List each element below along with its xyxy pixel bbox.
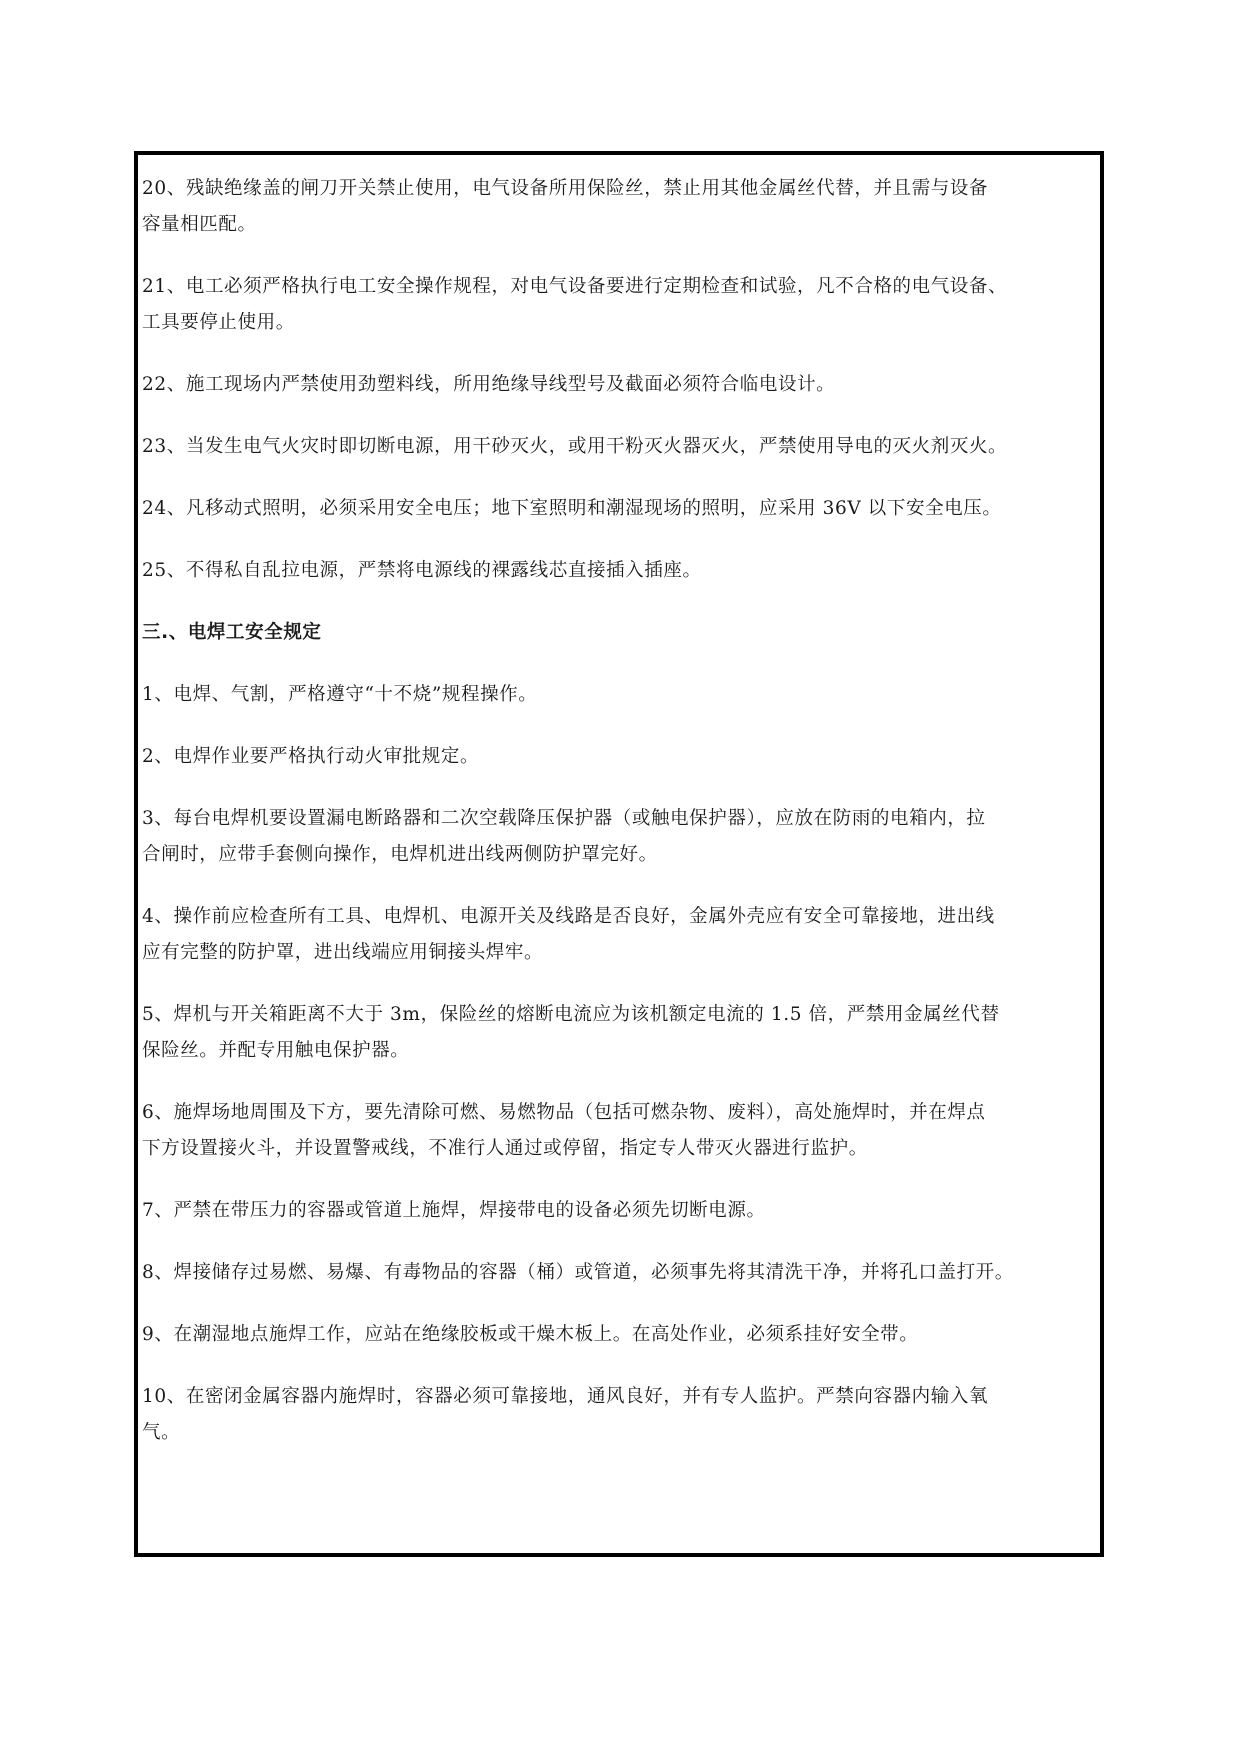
paragraph <box>142 677 1100 713</box>
paragraph-line: 容量相匹配。 <box>142 214 257 235</box>
document-frame <box>134 151 1104 1557</box>
paragraph-line: 三.、电焊工安全规定 <box>142 622 322 643</box>
paragraph-line: 下方设置接火斗，并设置警戒线，不准行人通过或停留，指定专人带灭火器进行监护。 <box>142 1138 868 1159</box>
paragraph-line: 4、操作前应检查所有工具、电焊机、电源开关及线路是否良好，金属外壳应有安全可靠接地，进出线 <box>142 906 995 927</box>
paragraph <box>142 899 1100 971</box>
paragraph <box>142 801 1100 873</box>
paragraph-line: 25、不得私自乱拉电源，严禁将电源线的裸露线芯直接插入插座。 <box>142 560 702 581</box>
paragraph <box>142 429 1100 465</box>
paragraph <box>142 997 1100 1069</box>
paragraph-line: 2、电焊作业要严格执行动火审批规定。 <box>142 746 480 767</box>
paragraph <box>142 367 1100 403</box>
paragraph-line: 9、在潮湿地点施焊工作，应站在绝缘胶板或干燥木板上。在高处作业，必须系挂好安全带。 <box>142 1324 919 1345</box>
paragraph <box>142 1317 1100 1353</box>
paragraph-line: 工具要停止使用。 <box>142 312 295 333</box>
paragraph-line: 21、电工必须严格执行电工安全操作规程，对电气设备要进行定期检查和试验，凡不合格的电气设备、 <box>142 276 1008 297</box>
paragraph-line: 22、施工现场内严禁使用劲塑料线，所用绝缘导线型号及截面必须符合临电设计。 <box>142 374 836 395</box>
paragraph <box>142 491 1100 527</box>
paragraph <box>142 269 1100 341</box>
paragraph-line: 8、焊接储存过易燃、易爆、有毒物品的容器（桶）或管道，必须事先将其清洗干净，并将孔口盖打开。 <box>142 1262 1014 1283</box>
paragraph-line: 保险丝。并配专用触电保护器。 <box>142 1040 410 1061</box>
paragraph-line: 气。 <box>142 1422 181 1443</box>
paragraph-line: 应有完整的防护罩，进出线端应用铜接头焊牢。 <box>142 942 544 963</box>
paragraph <box>142 1255 1100 1291</box>
section-heading <box>142 615 1100 651</box>
paragraph <box>142 1379 1100 1451</box>
paragraph <box>142 171 1100 243</box>
paragraph-line: 1、电焊、气割，严格遵守“十不烧”规程操作。 <box>142 684 538 705</box>
paragraph <box>142 1193 1100 1229</box>
paragraph <box>142 1095 1100 1167</box>
paragraph-line: 20、残缺绝缘盖的闸刀开关禁止使用，电气设备所用保险丝，禁止用其他金属丝代替，并且需与设备 <box>142 178 989 199</box>
paragraph-line: 合闸时，应带手套侧向操作，电焊机进出线两侧防护罩完好。 <box>142 844 658 865</box>
paragraph <box>142 553 1100 589</box>
paragraph-line: 23、当发生电气火灾时即切断电源，用干砂灭火，或用干粉灭火器灭火，严禁使用导电的灭火剂灭火。 <box>142 436 1008 457</box>
paragraph-line: 3、每台电焊机要设置漏电断路器和二次空载降压保护器（或触电保护器），应放在防雨的电箱内，拉 <box>142 808 986 829</box>
paragraph-line: 24、凡移动式照明，必须采用安全电压；地下室照明和潮湿现场的照明，应采用 36V 以下安全电压。 <box>142 498 1002 519</box>
paragraph-line: 5、焊机与开关箱距离不大于 3m，保险丝的熔断电流应为该机额定电流的 1.5 倍，严禁用金属丝代替 <box>142 1004 1000 1025</box>
paragraph <box>142 739 1100 775</box>
paragraph-line: 10、在密闭金属容器内施焊时，容器必须可靠接地，通风良好，并有专人监护。严禁向容器内输入氧 <box>142 1386 989 1407</box>
paragraph-line: 7、严禁在带压力的容器或管道上施焊，焊接带电的设备必须先切断电源。 <box>142 1200 766 1221</box>
paragraph-line: 6、施焊场地周围及下方，要先清除可燃、易燃物品（包括可燃杂物、废料），高处施焊时，并在焊点 <box>142 1102 986 1123</box>
